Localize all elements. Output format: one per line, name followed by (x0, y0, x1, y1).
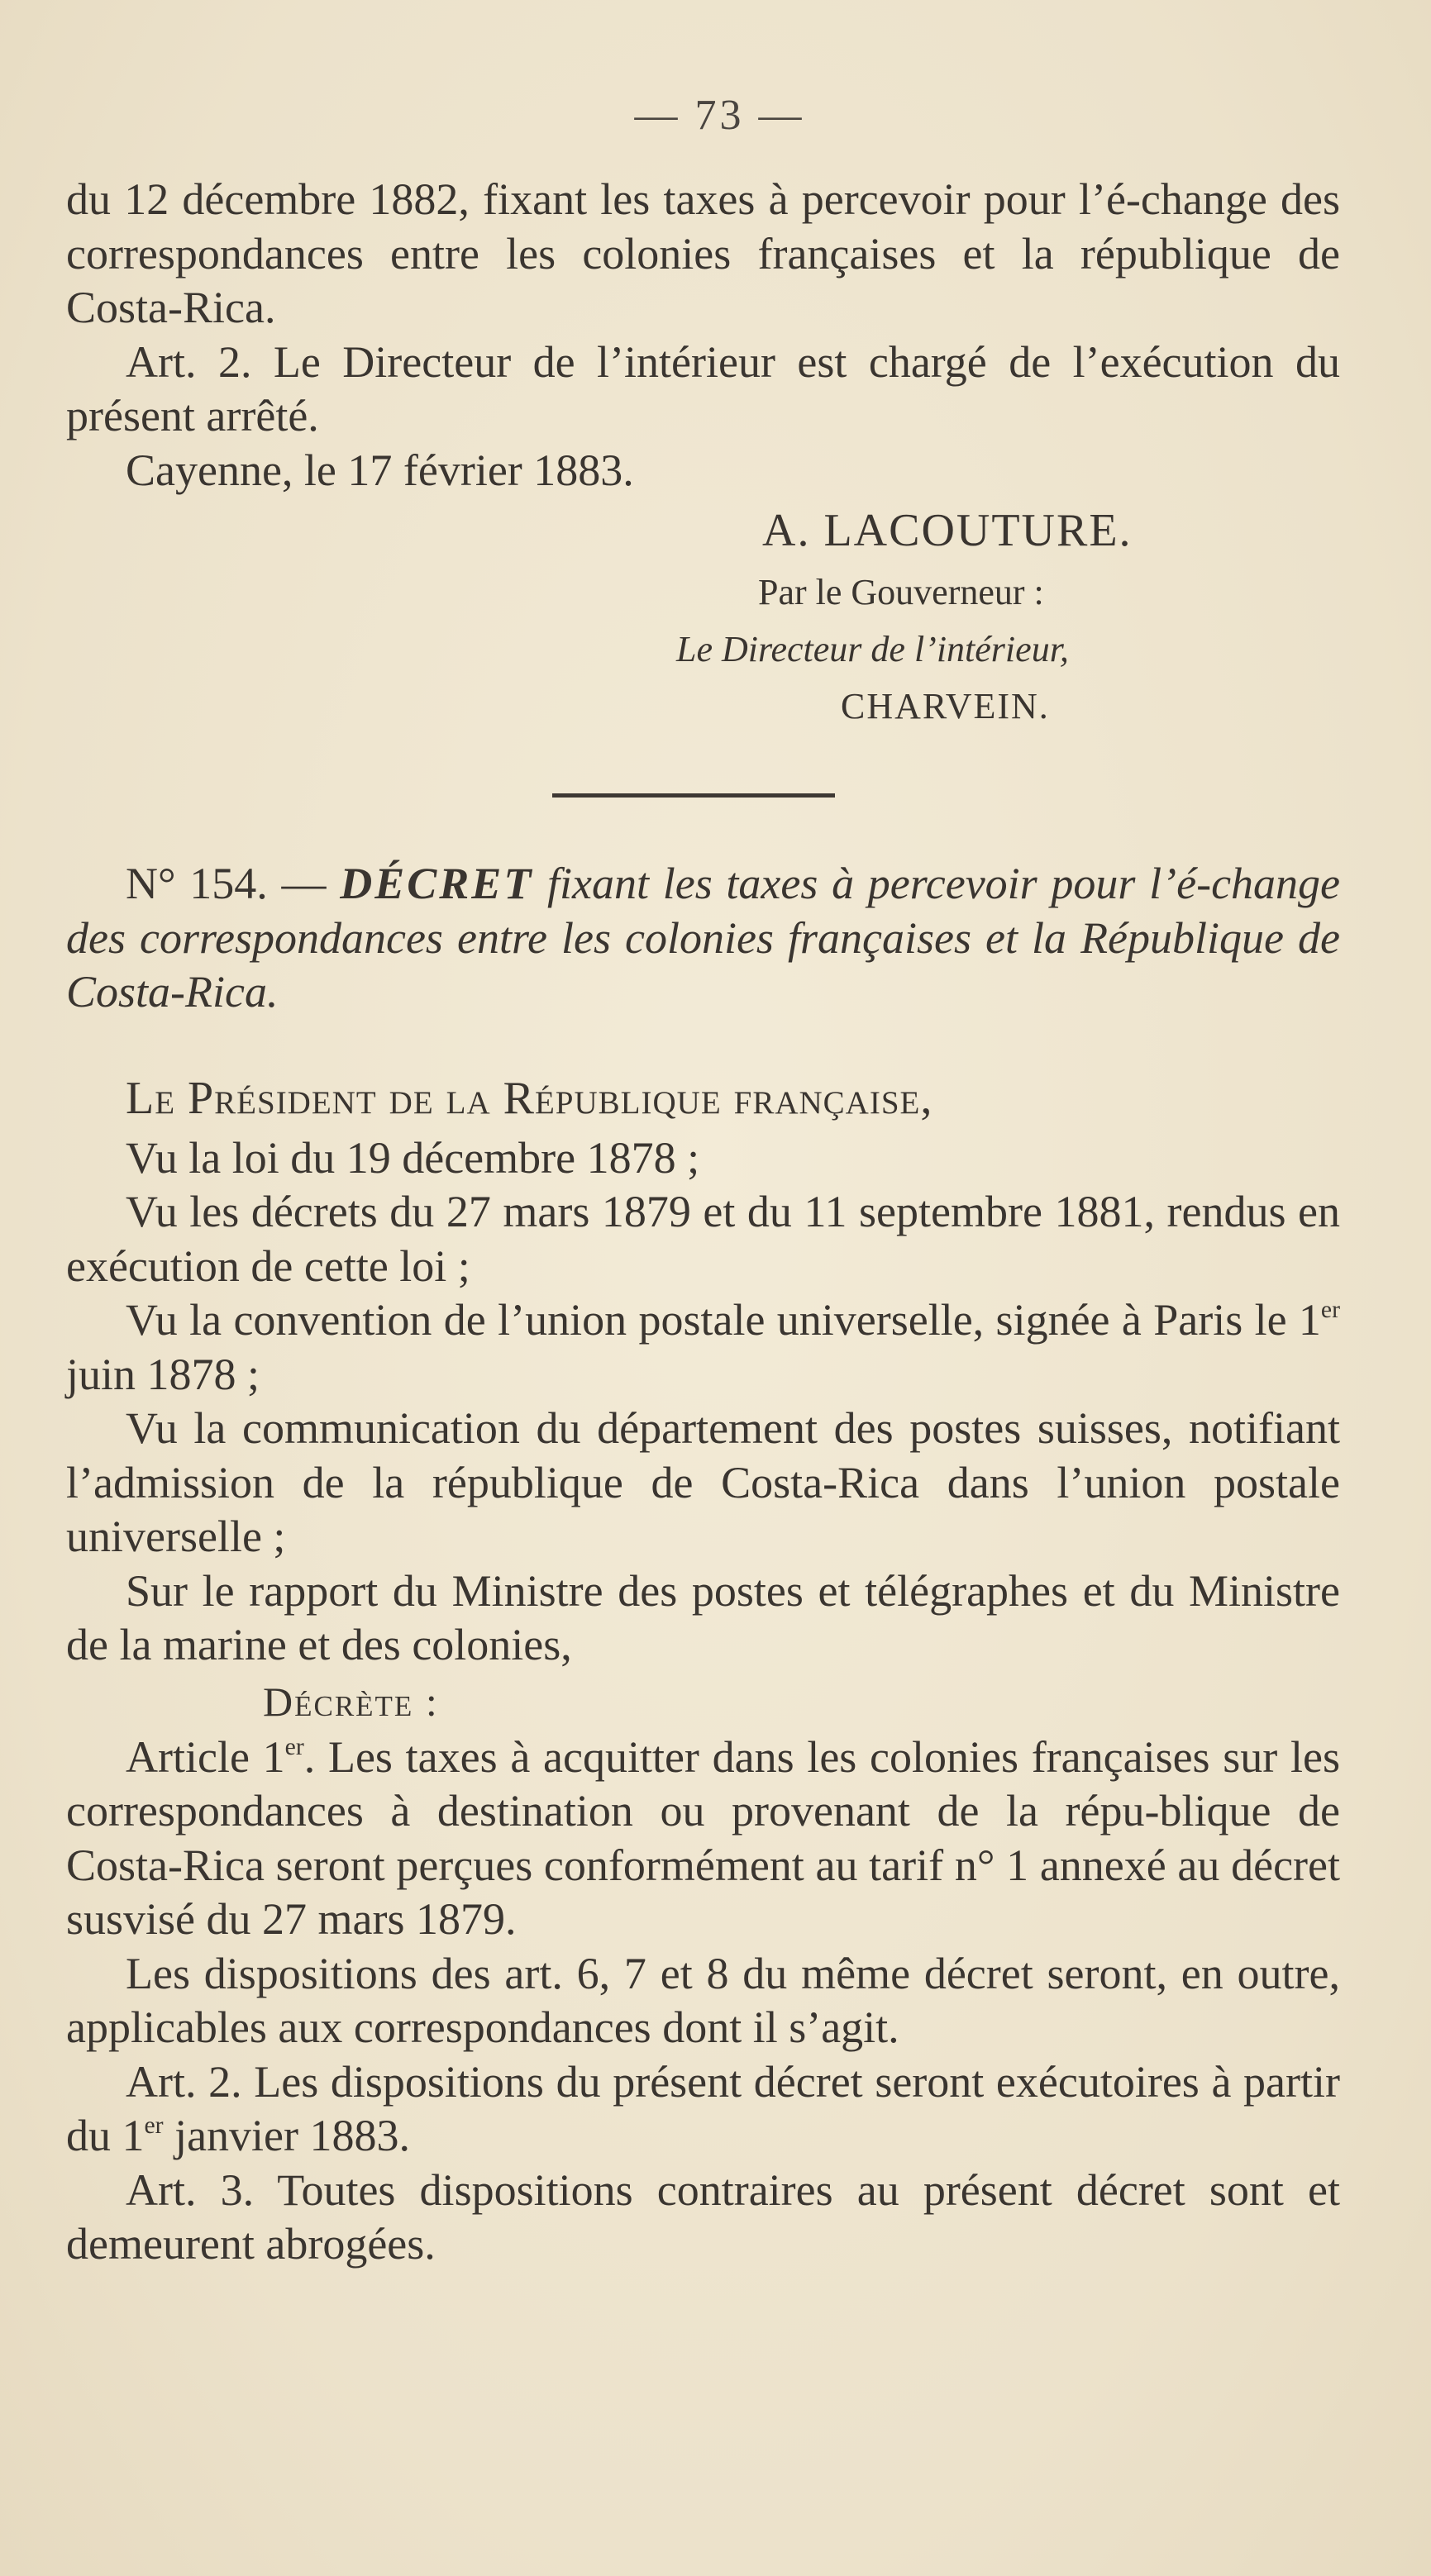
decree-heading (66, 857, 1340, 1020)
decree-number: N° 154. — (126, 859, 327, 908)
decree-title-word: DÉCRET (340, 859, 534, 908)
article-1 (66, 1731, 1340, 1947)
place-date-line: Cayenne, le 17 février 1883. (126, 445, 634, 495)
decrete-heading: Décrète : (263, 1678, 439, 1725)
vu-paragraph-1: Vu la loi du 19 décembre 1878 ; (126, 1132, 700, 1183)
article-2-text-before: Art. 2. Les dispositions du présent décret seront exécutoires à partir du 1 (66, 2056, 1340, 2160)
vu-paragraph-4: Vu la communication du département des postes suisses, notifiant l’admission de la république de Costa-Rica dans l’union postale universelle ; (66, 1403, 1340, 1561)
article-3: Art. 3. Toutes dispositions contraires au présent décret sont et demeurent abrogées. (66, 2164, 1340, 2269)
article-1-text: . Les taxes à acquitter dans les colonies françaises sur les correspondances à destination ou provenant de la répu-blique de Costa-Rica seront perçues conformément au tarif n° 1 annexé au décret susvisé du 27 mars 1879. (66, 1731, 1340, 1944)
signature-charvein: CHARVEIN. (841, 686, 1050, 726)
article-1-superscript: er (284, 1733, 304, 1760)
vu-paragraph-3 (66, 1293, 1340, 1402)
preamble-paragraph-2: Art. 2. Le Directeur de l’intérieur est chargé de l’exécution du présent arrêté. (66, 336, 1340, 440)
article-2 (66, 2055, 1340, 2164)
article-1-label: Article 1 (126, 1731, 285, 1782)
vu3-superscript: er (1320, 1297, 1340, 1324)
vu-paragraph-2: Vu les décrets du 27 mars 1879 et du 11 septembre 1881, rendus en exécution de cette loi ; (66, 1187, 1340, 1291)
president-heading: Le Président de la République française, (126, 1072, 933, 1124)
vu3-text-before: Vu la convention de l’union postale universelle, signée à Paris le 1 (126, 1295, 1321, 1345)
article-2-superscript: er (144, 2112, 164, 2140)
vu3-text-after: juin 1878 ; (66, 1349, 260, 1399)
page-number: — 73 — (634, 92, 805, 139)
dispositions-paragraph: Les dispositions des art. 6, 7 et 8 du même décret seront, en outre, applicables aux correspondances dont il s’agit. (66, 1948, 1340, 2052)
decree-title: fixant les taxes à percevoir pour l’é-change des correspondances entre les colonies françaises et la République de Costa-Rica. (66, 859, 1341, 1017)
signature-name: A. LACOUTURE. (762, 505, 1133, 556)
signature-par-le-gouverneur: Par le Gouverneur : (758, 572, 1044, 612)
sur-le-rapport-paragraph: Sur le rapport du Ministre des postes et télégraphes et du Ministre de la marine et des colonies, (66, 1565, 1340, 1669)
signature-directeur: Le Directeur de l’intérieur, (676, 629, 1069, 669)
section-divider (552, 793, 835, 798)
article-2-text-after: janvier 1883. (163, 2111, 411, 2160)
preamble-paragraph-1: du 12 décembre 1882, fixant les taxes à percevoir pour l’é-change des correspondances entre les colonies françaises et la république de Costa-Rica. (66, 174, 1340, 332)
